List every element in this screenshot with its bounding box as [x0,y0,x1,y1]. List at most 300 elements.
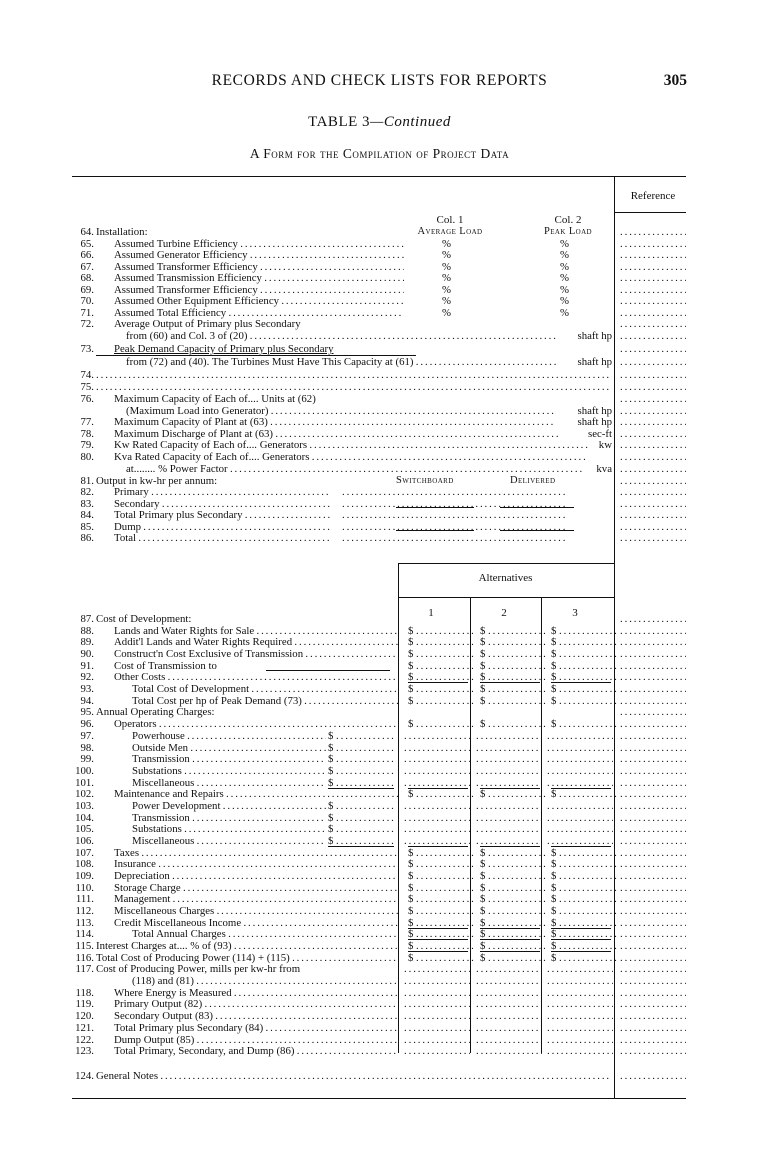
form-row [0,882,759,894]
row-label: Dump . . . [114,521,330,533]
reference-dots [620,330,686,342]
form-row [0,249,759,261]
row-label: Substations . . . [132,765,326,777]
row-number: 66. [80,249,94,261]
alt3-dots [547,730,613,742]
reference-dots [620,636,686,648]
alt3-dollar: $ [551,940,557,952]
alt1-dots [416,905,474,917]
form-row [0,835,759,847]
alt2-dollar: $ [480,788,486,801]
reference-dots [620,343,686,355]
row-label [96,381,610,393]
alt1-dollar: $ [408,671,414,684]
row-label: Installation: [96,226,148,238]
alt2-dollar: $ [480,683,486,696]
form-row [0,356,759,368]
reference-dots [620,648,686,660]
row-label: Total Cost per hp of Peak Demand (73) . . . [132,695,398,707]
alt2-dots [476,812,542,824]
alt2-dollar: $ [480,905,486,917]
row-label: Total Cost of Producing Power (114) + (115) . . . [96,952,398,964]
row-label: Maintenance and Repairs . . . [114,788,398,800]
row-label: Assumed Transmission Efficiency . . . [114,272,404,284]
alt3-dollar: $ [551,671,557,684]
alt1-dollar: $ [408,940,414,952]
alt1-dots [416,683,474,695]
alt1-dots [404,1022,470,1034]
form-row [0,318,759,330]
unit-label: shaft hp [577,405,612,417]
alt1-dots [404,1045,470,1057]
alt1-dollar: $ [408,659,414,672]
row-number: 74. [80,369,94,381]
form-row [0,847,759,859]
form-row [0,683,759,695]
form-row [0,532,759,544]
alt2-dollar: $ [480,858,486,871]
switchboard-blank [396,530,474,531]
reference-dots [620,356,686,368]
unit-label: sec-ft [588,428,612,440]
row-number: 68. [80,272,94,284]
alt2-dots [488,695,546,707]
reference-dots [620,893,686,905]
reference-dots [620,625,686,637]
form-row [0,369,759,381]
alt1-dollar: $ [408,858,414,871]
alt2-dots [476,1034,542,1046]
row-number: 83. [80,498,94,510]
reference-dots [620,835,686,847]
reference-dots [620,1022,686,1034]
row-number: 116. [75,951,94,964]
form-row [0,295,759,307]
reference-dots [620,1010,686,1022]
alt2-dots [488,660,546,672]
form-row [0,1070,759,1082]
alt1-dots [416,882,474,894]
reference-dots [620,765,686,777]
alt3-dots [547,1010,613,1022]
alt1-dollar: $ [408,718,414,731]
alt2-dots [476,998,542,1010]
row-label: Assumed Generator Efficiency . . . [114,249,404,261]
percent-col1: % [442,238,451,250]
dollar-sign: $ [328,834,334,847]
alt3-dots [559,870,617,882]
alt1-dots [404,963,470,975]
row-label: Maximum Capacity of Each of.... Units at (62) [114,393,316,405]
row-label: Taxes . . . [114,847,398,859]
alt3-dots [547,800,613,812]
alt1-dots [404,1010,470,1022]
delivered-blank [500,530,574,531]
alt2-dots [488,870,546,882]
row-number: 87. [80,613,94,625]
alt3-dots [559,660,617,672]
alt1-dollar: $ [408,788,414,801]
dollar-sign: $ [328,753,334,766]
reference-dots [620,940,686,952]
row-number: 120. [75,1010,94,1023]
row-number: 73. [80,343,94,355]
dollar-sign: $ [328,823,334,836]
row-number: 114. [75,928,94,941]
row-label: Cost of Development: [96,613,192,625]
row-label: Storage Charge . . . [114,882,398,894]
alt2-dots [488,893,546,905]
row-label: Primary Output (82) . . . [114,998,398,1010]
alt2-dots [476,975,542,987]
unit-label: shaft hp [577,356,612,368]
alt1-dots [416,847,474,859]
alt1-dots [404,987,470,999]
bottom-rule [72,1098,686,1099]
row-number: 121. [75,1021,94,1034]
row-number: 93. [80,683,94,696]
alt2-dots [488,625,546,637]
row-number: 123. [75,1045,94,1058]
col2-subtitle: Peak Load [543,226,593,237]
row-number: 113. [75,916,94,929]
alt3-dollar: $ [551,683,557,696]
row-number: 88. [80,624,94,637]
reference-dots [620,226,686,238]
alt1-dots [416,625,474,637]
delivered-header: Delivered [510,475,556,486]
row-label: (Maximum Load into Generator) . . . [126,405,556,417]
alt2-dots [488,905,546,917]
alt3-dots [547,975,613,987]
alt1-dots [416,648,474,660]
alt1-dollar: $ [408,881,414,894]
alternatives-top-rule [398,563,614,564]
alt2-dots [488,648,546,660]
form-row [0,226,759,238]
form-row [0,870,759,882]
alt2-dots [488,952,546,964]
table-title-continued: —Continued [370,114,451,130]
alt-number-1: 1 [428,607,434,619]
alt3-dots [559,893,617,905]
alt1-dots [404,742,470,754]
col1-title: Col. 1 [436,214,464,226]
form-row [0,952,759,964]
row-number: 79. [80,439,94,451]
row-number: 91. [80,659,94,672]
alt3-dots [547,1034,613,1046]
form-row [0,1045,759,1057]
running-title: RECORDS AND CHECK LISTS FOR REPORTS [211,72,548,89]
sub-dots [336,765,396,777]
row-number: 95. [80,706,94,719]
alt2-dollar: $ [480,624,486,637]
percent-col2: % [560,307,569,319]
table-title [0,114,759,131]
alt1-dots [416,858,474,870]
col2-title: Col. 2 [554,214,582,226]
row-number: 90. [80,648,94,660]
row-label: Other Costs . . . [114,671,398,683]
alt3-dots [559,695,617,707]
reference-dots [620,272,686,284]
row-number: 96. [80,718,94,731]
row-number: 124. [75,1070,94,1082]
row-label: Power Development . . . [132,800,326,812]
form-row [0,998,759,1010]
form-row [0,660,759,672]
alt2-dollar: $ [480,940,486,952]
form-row [0,648,759,660]
alt1-dollar: $ [408,683,414,696]
row-number: 102. [75,788,94,801]
alt-number-3: 3 [572,607,578,619]
form-row [0,975,759,987]
alt1-dots [404,812,470,824]
alt1-dots [404,998,470,1010]
alt2-dots [476,1022,542,1034]
alt3-dots [547,812,613,824]
row-label: Lands and Water Rights for Sale . . . [114,625,398,637]
row-number: 105. [75,823,94,836]
alt2-dollar: $ [480,718,486,731]
row-number: 72. [80,318,94,330]
alt3-dots [559,952,617,964]
alt3-dollar: $ [551,928,557,941]
switchboard-header: Switchboard [396,475,454,486]
sub-dots [336,823,396,835]
alt2-dots [476,823,542,835]
row-number: 107. [75,846,94,859]
col1-subtitle: Average Load [417,226,483,237]
sub-dots [336,800,396,812]
unit-label: shaft hp [577,416,612,428]
alt1-dots [404,823,470,835]
form-row [0,1034,759,1046]
alternatives-header-rule [398,597,614,598]
row-number: 108. [75,858,94,871]
row-number: 86. [80,532,94,544]
row-underline [96,355,416,356]
row-label: Insurance . . . [114,858,398,870]
alt1-dollar: $ [408,636,414,649]
row-label: Addit'l Lands and Water Rights Required . . . [114,636,398,648]
form-row [0,940,759,952]
form-row [0,823,759,835]
form-row [0,272,759,284]
alt3-dots [547,1022,613,1034]
form-row [0,788,759,800]
row-label: Interest Charges at.... % of (93) . . . [96,940,398,952]
row-number: 71. [80,307,94,319]
alt2-dollar: $ [480,636,486,649]
alt1-dots [416,636,474,648]
reference-dots [620,1070,686,1082]
reference-dots [620,486,686,498]
alt1-dots [416,893,474,905]
percent-col2: % [560,272,569,284]
alt2-dollar: $ [480,846,486,859]
unit-label: kw [598,439,612,451]
row-number: 100. [75,764,94,777]
alt3-dollar: $ [551,624,557,637]
row-label: at........ % Power Factor . . . [126,463,584,475]
row-label: Assumed Turbine Efficiency . . . [114,238,404,250]
row-number: 106. [75,834,94,847]
row-number: 65. [80,238,94,250]
alt3-dots [559,648,617,660]
row-label: Where Energy is Measured . . . [114,987,398,999]
reference-dots [620,451,686,463]
alt3-dollar: $ [551,648,557,660]
form-row [0,636,759,648]
alt2-dots [488,788,546,800]
reference-dots [620,706,686,718]
table-title-text: TABLE 3 [308,114,371,130]
reference-dots [620,870,686,882]
sub-dots [336,753,396,765]
reference-dots [620,847,686,859]
row-number: 80. [80,451,94,463]
alt-number-2: 2 [501,607,507,619]
alt1-dollar: $ [408,870,414,882]
switchboard-dots [342,486,612,498]
reference-dots [620,788,686,800]
alt3-dollar: $ [551,858,557,871]
reference-dots [620,928,686,940]
alt3-dots [547,987,613,999]
reference-dots [620,975,686,987]
alt2-dots [476,1045,542,1057]
delivered-blank [500,507,574,508]
percent-col2: % [560,238,569,250]
alt1-dots [416,695,474,707]
form-row [0,695,759,707]
alt3-dollar: $ [551,893,557,906]
form-row [0,987,759,999]
row-label: Assumed Transformer Efficiency . . . [114,284,404,296]
dollar-sign: $ [328,776,334,789]
reference-dots [620,532,686,544]
reference-dots [620,671,686,683]
row-number: 112. [75,905,94,917]
row-number: 122. [75,1033,94,1046]
form-row [0,765,759,777]
row-label: Credit Miscellaneous Income . . . [114,917,398,929]
row-number: 117. [75,963,94,976]
switchboard-blank [396,507,474,508]
form-row [0,451,759,463]
form-row [0,509,759,521]
row-label: Maximum Discharge of Plant at (63) . . . [114,428,558,440]
alt2-dots [476,800,542,812]
running-header [0,72,759,92]
percent-col2: % [560,295,569,307]
alt2-dots [488,847,546,859]
form-row [0,917,759,929]
alt1-dots [404,975,470,987]
alt3-dots [559,788,617,800]
alt2-dollar: $ [480,870,486,882]
form-row [0,718,759,730]
alt1-dollar: $ [408,694,414,707]
row-label: Maximum Capacity of Plant at (63) . . . [114,416,556,428]
form-row [0,963,759,975]
reference-dots [620,369,686,381]
row-label: Primary . . . [114,486,330,498]
form-row [0,706,759,718]
row-label: Annual Operating Charges: [96,706,215,719]
reference-dots [620,613,686,625]
alt3-dollar: $ [551,718,557,731]
dollar-sign: $ [328,741,334,754]
alt3-dollar: $ [551,636,557,649]
percent-col1: % [442,284,451,296]
percent-col2: % [560,261,569,273]
row-number: 77. [80,416,94,428]
alt1-dots [416,870,474,882]
percent-col2: % [560,249,569,261]
row-label: Powerhouse . . . [132,730,326,742]
reference-dots [620,509,686,521]
sub-dots [336,742,396,754]
row-label: Output in kw-hr per annum: [96,475,218,487]
row-number: 75. [80,381,94,393]
row-number: 118. [75,986,94,999]
row-label: Operators . . . [114,718,398,730]
row-label: Assumed Total Efficiency . . . [114,307,404,319]
row-label: Transmission . . . [132,812,326,824]
table-subtitle: A Form for the Compilation of Project Data [249,146,510,161]
row-label: Cost of Producing Power, mills per kw-hr from [96,963,301,976]
row-label: Total Annual Charges . . . [132,928,398,940]
sub-dots [336,730,396,742]
reference-dots [620,882,686,894]
alt2-dots [476,753,542,765]
form-row [0,625,759,637]
alt1-dots [404,1034,470,1046]
alt3-dots [547,753,613,765]
row-label: from (60) and Col. 3 of (20) . . . [126,330,556,342]
dollar-sign: $ [328,811,334,824]
row-label: Construct'n Cost Exclusive of Transmission . . . [114,648,398,660]
dollar-sign: $ [328,799,334,812]
reference-dots [620,987,686,999]
form-row [0,893,759,905]
page-number: 305 [663,72,687,89]
row-number: 104. [75,811,94,824]
alt1-dollar: $ [408,846,414,859]
alt3-dollar: $ [551,846,557,859]
reference-dots [620,660,686,672]
row-number: 67. [80,261,94,273]
row-label: Kw Rated Capacity of Each of.... Generators . . . [114,439,588,451]
row-label: (118) and (81) . . . [132,975,398,987]
form-row [0,486,759,498]
reference-header-rule [614,212,686,213]
alt1-dollar: $ [408,624,414,637]
alt2-dots [488,882,546,894]
row-label: Substations . . . [132,823,326,835]
row-number: 98. [80,741,94,754]
alt3-dots [559,718,617,730]
form-row [0,1022,759,1034]
alt3-dots [547,1045,613,1057]
alt3-dollar: $ [551,951,557,964]
reference-dots [620,730,686,742]
alt2-dots [476,1010,542,1022]
